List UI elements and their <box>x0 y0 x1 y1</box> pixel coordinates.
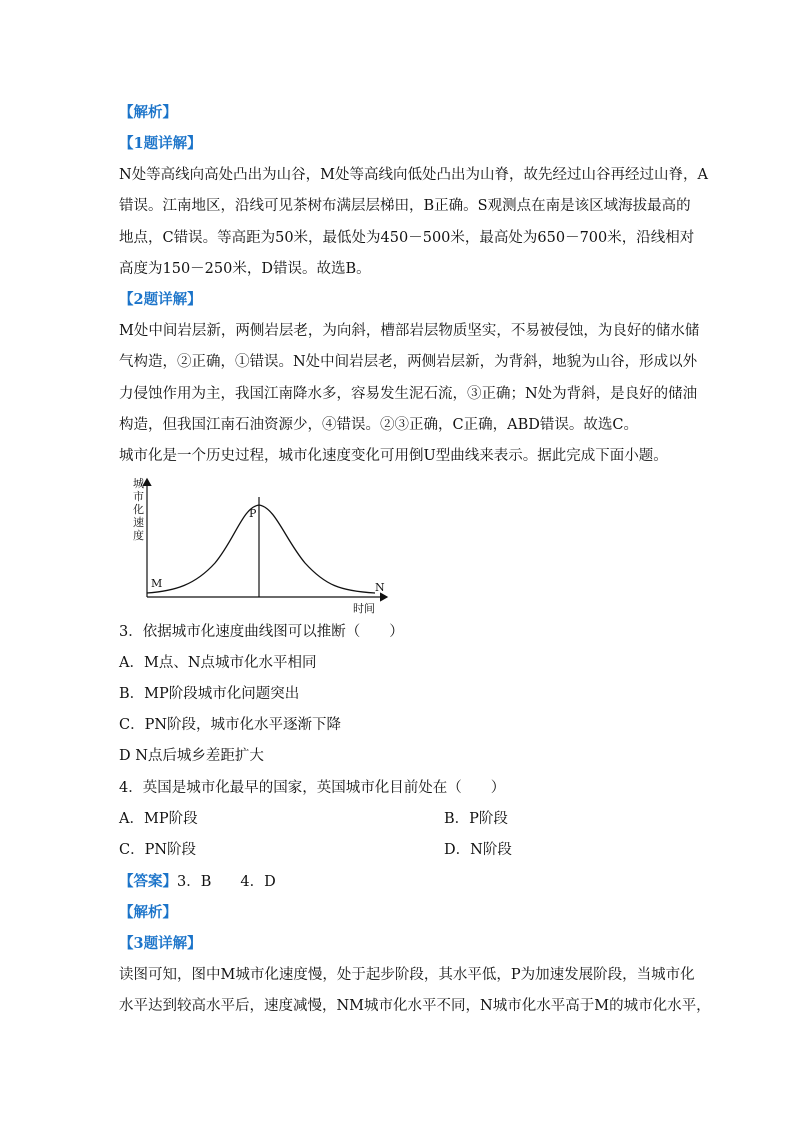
analysis-header-1: 【解析】 <box>119 104 177 121</box>
point-label-n: N <box>375 581 385 594</box>
q2-detail-header: 【2题详解】 <box>119 291 202 308</box>
q3-detail-header: 【3题详解】 <box>119 935 202 952</box>
q4-option-d: D．N阶段 <box>444 842 512 858</box>
curve-svg <box>125 473 395 618</box>
q2-line-1: M处中间岩层新，两侧岩层老，为向斜，槽部岩层物质坚实，不易被侵蚀，为良好的储水储 <box>119 323 700 339</box>
q1-line-1: N处等高线向高处凸出为山谷，M处等高线向低处凸出为山脊，故先经过山谷再经过山脊，A <box>119 167 709 183</box>
q4-option-c: C．PN阶段 <box>119 842 197 858</box>
point-label-m: M <box>151 577 163 590</box>
q3-option-a: A．M点、N点城市化水平相同 <box>119 655 317 671</box>
q2-line-4: 构造，但我国江南石油资源少，④错误。②③正确，C正确，ABD错误。故选C。 <box>119 417 638 433</box>
y-axis-label: 城市化速度 <box>133 477 144 542</box>
q2-line-2: 气构造，②正确，①错误。N处中间岩层老，两侧岩层新，为背斜，地貌为山谷，形成以外 <box>119 354 698 370</box>
q4-option-b: B．P阶段 <box>444 811 508 827</box>
answer-text: 3．B 4．D <box>177 874 276 890</box>
q3-line-1: 读图可知，图中M城市化速度慢，处于起步阶段，其水平低，P为加速发展阶段，当城市化 <box>119 967 695 983</box>
q3-stem: 3．依据城市化速度曲线图可以推断（ ） <box>119 624 404 640</box>
urbanization-curve-figure <box>125 473 395 618</box>
q3-option-c: C．PN阶段，城市化水平逐渐下降 <box>119 717 342 733</box>
x-axis-label: 时间 <box>353 602 375 615</box>
q1-line-2: 错误。江南地区，沿线可见茶树布满层层梯田，B正确。S观测点在南是该区域海拔最高的 <box>119 198 691 214</box>
intro-text: 城市化是一个历史过程，城市化速度变化可用倒U型曲线来表示。据此完成下面小题。 <box>119 448 668 464</box>
q3-option-b: B．MP阶段城市化问题突出 <box>119 686 300 702</box>
analysis-header-2: 【解析】 <box>119 904 177 921</box>
answer-line <box>119 872 276 892</box>
q2-line-3: 力侵蚀作用为主，我国江南降水多，容易发生泥石流，③正确；N处为背斜，是良好的储油 <box>119 386 698 402</box>
q1-detail-header: 【1题详解】 <box>119 135 202 152</box>
urbanization-speed-curve <box>147 505 375 593</box>
q1-line-4: 高度为150－250米，D错误。故选B。 <box>119 261 371 277</box>
q3-option-d: D N点后城乡差距扩大 <box>119 748 264 764</box>
q4-stem: 4．英国是城市化最早的国家，英国城市化目前处在（ ） <box>119 780 506 796</box>
q4-option-a: A．MP阶段 <box>119 811 198 827</box>
answer-label: 【答案】 <box>119 873 177 890</box>
q3-line-2: 水平达到较高水平后，速度减慢，NM城市化水平不同，N城市化水平高于M的城市化水平， <box>119 998 711 1014</box>
q1-line-3: 地点，C错误。等高距为50米，最低处为450－500米，最高处为650－700米，沿线相对 <box>119 230 695 246</box>
point-label-p: P <box>249 507 257 520</box>
